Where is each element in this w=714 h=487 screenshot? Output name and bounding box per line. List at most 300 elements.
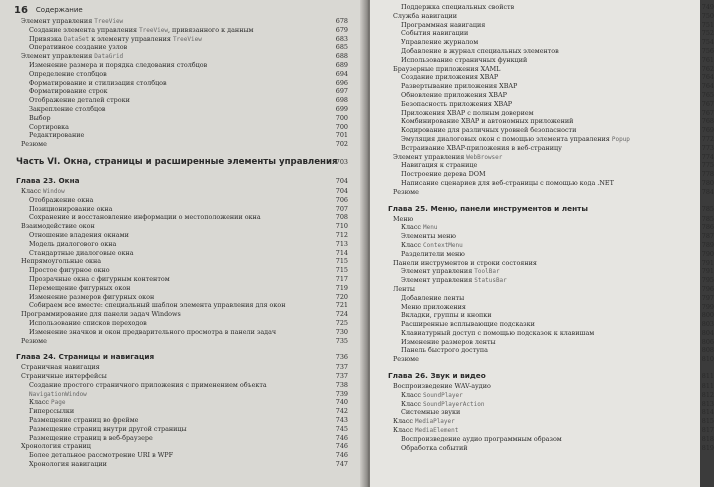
toc-entry-title — [393, 259, 537, 268]
toc-entry-title — [388, 203, 588, 215]
toc-page-number: 685 — [335, 43, 348, 52]
toc-entry — [388, 47, 714, 56]
toc-page-number: 789 — [701, 240, 714, 249]
toc-entry — [388, 426, 714, 435]
toc-entry-title — [401, 170, 486, 179]
toc-entry-title — [401, 294, 464, 303]
toc-entry — [388, 56, 714, 65]
toc-entry — [16, 301, 348, 310]
toc-text: Расширенные всплывающие подсказки — [401, 320, 535, 329]
toc-text: Изменение размеров ленты — [401, 337, 496, 346]
toc-entry-title — [401, 3, 514, 12]
toc-entry — [388, 82, 714, 91]
toc-page-number: 701 — [335, 131, 348, 140]
toc-code-term: TreeView — [172, 35, 202, 43]
toc-entry — [388, 117, 714, 126]
toc-entry — [388, 320, 714, 329]
toc-entry — [16, 390, 348, 399]
toc-entry — [388, 250, 714, 259]
toc-entry-title — [29, 416, 138, 425]
toc-page-number: 803 — [701, 320, 714, 329]
toc-text: Более детальное рассмотрение URI в WPF — [29, 451, 174, 460]
toc-text: Вкладки, группы и кнопки — [401, 311, 492, 320]
toc-page-number: 699 — [335, 104, 348, 113]
toc-page-number: 768 — [701, 117, 714, 126]
toc-text: Хронология страниц — [21, 442, 91, 451]
toc-entry — [16, 222, 348, 231]
toc-page-number: 746 — [335, 451, 348, 460]
toc-page-number: 713 — [335, 239, 348, 248]
toc-page-number: 702 — [335, 140, 348, 149]
toc-text: Перемещение фигурных окон — [29, 283, 131, 292]
toc-entry-title — [29, 61, 207, 70]
toc-list-right — [388, 3, 714, 452]
toc-entry — [16, 61, 348, 70]
toc-text: Хронология навигации — [29, 460, 107, 469]
toc-entry-title — [401, 320, 535, 329]
toc-page-number: 810 — [701, 355, 714, 364]
toc-entry-title — [29, 407, 74, 416]
toc-entry-title — [16, 175, 80, 187]
toc-entry-title — [21, 310, 181, 319]
toc-text: Отображение окна — [29, 195, 94, 204]
toc-entry — [16, 123, 348, 132]
toc-entry-title — [401, 100, 512, 109]
toc-code-term: Page — [51, 399, 66, 407]
toc-text: Класс — [21, 186, 44, 195]
toc-entry-title — [29, 266, 110, 275]
toc-entry — [16, 416, 348, 425]
toc-entry-title — [29, 196, 93, 205]
toc-entry-title — [401, 338, 496, 347]
toc-entry — [388, 29, 714, 38]
toc-page-number: 764 — [701, 73, 714, 82]
toc-text: Ленты — [393, 284, 415, 293]
toc-text: Элемент управления — [401, 267, 475, 276]
toc-entry-title — [401, 126, 576, 135]
toc-entry-title — [21, 372, 107, 381]
toc-page-number: 811 — [701, 382, 714, 391]
toc-entry — [388, 311, 714, 320]
toc-page-number: 698 — [335, 96, 348, 105]
toc-entry-title — [393, 355, 419, 364]
toc-text: Изменение размера и порядка следования столбцов — [29, 60, 208, 69]
toc-entry — [388, 38, 714, 47]
toc-entry — [16, 310, 348, 319]
toc-entry — [16, 196, 348, 205]
toc-entry-title — [401, 444, 467, 453]
toc-entry-title — [401, 408, 460, 417]
toc-text: Форматирование строк — [29, 87, 108, 96]
toc-entry — [16, 442, 348, 451]
toc-text: Обновление приложения XBAP — [401, 90, 507, 99]
toc-entry-title — [29, 123, 69, 132]
toc-entry-title — [401, 47, 559, 56]
toc-code-term: NavigationWindow — [29, 390, 87, 398]
toc-page-number: 745 — [335, 424, 348, 433]
toc-text: Изменение размеров фигурных окон — [29, 292, 155, 301]
toc-code-term: ToolBar — [474, 268, 500, 276]
toc-text: Прозрачные окна с фигурным контентом — [29, 274, 170, 283]
toc-entry — [16, 451, 348, 460]
toc-page-number: 775 — [701, 161, 714, 170]
toc-text: Элемент управления — [21, 52, 95, 61]
toc-part-heading — [16, 155, 348, 169]
toc-entry — [388, 12, 714, 21]
toc-entry — [16, 96, 348, 105]
toc-page-number: 678 — [335, 17, 348, 25]
toc-code-term: ContextMenu — [423, 241, 463, 249]
toc-page-number: 787 — [701, 232, 714, 241]
toc-page-number: 818 — [701, 434, 714, 443]
toc-text: Безопасность приложения XBAP — [401, 99, 513, 108]
toc-text: Глава 23. Окна — [16, 175, 80, 185]
toc-text: Модель диалогового окна — [29, 239, 117, 248]
toc-page-number: 751 — [701, 20, 714, 29]
toc-entry — [388, 3, 714, 12]
toc-text: Определение столбцов — [29, 69, 107, 78]
toc-entry — [388, 400, 714, 409]
toc-page-number: 752 — [701, 29, 714, 38]
toc-entry — [388, 179, 714, 188]
toc-entry-title — [29, 319, 147, 328]
toc-text: Панель быстрого доступа — [401, 346, 488, 355]
toc-entry-title — [401, 82, 517, 91]
toc-entry — [16, 460, 348, 469]
toc-code-term: MediaPlayer — [415, 418, 455, 426]
toc-entry-title — [29, 249, 134, 258]
toc-entry-title — [29, 240, 116, 249]
toc-page-number: 815 — [701, 417, 714, 426]
toc-entry-title — [29, 275, 170, 284]
toc-page-number: 785 — [701, 204, 714, 213]
toc-code-term: Popup — [611, 135, 630, 143]
toc-text: , привязанного к данным — [167, 25, 254, 34]
toc-text: Простое фигурное окно — [29, 266, 110, 275]
toc-page-number: 791 — [701, 267, 714, 276]
toc-text: Навигация к странице — [401, 161, 478, 170]
toc-entry — [16, 398, 348, 407]
toc-chapter-heading — [388, 203, 714, 215]
toc-text: Приложения XBAP с полным доверием — [401, 108, 534, 117]
toc-entry — [388, 215, 714, 224]
toc-page-number: 785 — [701, 214, 714, 223]
toc-entry — [16, 337, 348, 346]
toc-entry — [16, 87, 348, 96]
toc-text: Построение дерева DOM — [401, 170, 486, 179]
toc-entry — [16, 52, 348, 61]
toc-entry — [16, 131, 348, 140]
toc-entry — [16, 257, 348, 266]
toc-text: Глава 25. Меню, панели инструментов и ленты — [388, 203, 588, 213]
toc-entry — [16, 187, 348, 196]
toc-text: Элементы меню — [401, 232, 456, 241]
toc-entry — [388, 135, 714, 144]
toc-entry-title — [16, 155, 338, 169]
toc-text: к элементу управления — [89, 34, 173, 43]
toc-page-number: 749 — [701, 3, 714, 11]
toc-code-term: MediaElement — [415, 427, 459, 435]
toc-code-term: DataSet — [63, 35, 90, 43]
toc-entry — [388, 223, 714, 232]
toc-page-number: 746 — [335, 442, 348, 451]
toc-entry — [388, 73, 714, 82]
toc-text: Стандартные диалоговые окна — [29, 248, 134, 257]
toc-entry-title — [29, 284, 130, 293]
toc-text: Клавиатурный доступ с помощью подсказок к клавишам — [401, 328, 595, 337]
toc-entry — [388, 435, 714, 444]
toc-text: Взаимодействие окон — [21, 222, 95, 231]
toc-text: Резюме — [21, 336, 47, 345]
toc-entry — [388, 338, 714, 347]
toc-page-number: 786 — [701, 223, 714, 232]
toc-entry-title — [21, 442, 91, 451]
toc-page-number: 703 — [335, 157, 348, 166]
toc-page-number: 769 — [701, 126, 714, 135]
toc-text: Позиционирование окна — [29, 204, 113, 213]
toc-entry-title — [29, 293, 154, 302]
toc-text: Собираем все вместе: специальный шаблон элемента управления для окон — [29, 301, 286, 310]
toc-text: Развертывание приложения XBAP — [401, 82, 518, 91]
toc-page-number: 756 — [701, 46, 714, 55]
toc-page-number: 725 — [335, 318, 348, 327]
toc-entry — [16, 26, 348, 35]
toc-entry-title — [393, 285, 415, 294]
toc-text: Встраивание XBAP-приложения в веб-страницу — [401, 143, 562, 152]
toc-page-number: 696 — [335, 78, 348, 87]
toc-entry-title — [401, 250, 465, 259]
toc-entry — [388, 382, 714, 391]
toc-entry — [388, 391, 714, 400]
toc-page-number: 737 — [335, 372, 348, 381]
toc-code-term: SoundPlayerAction — [423, 400, 485, 408]
toc-text: Класс — [401, 390, 424, 399]
toc-entry-title — [401, 91, 507, 100]
toc-chapter-heading — [388, 370, 714, 382]
toc-entry-title — [21, 222, 95, 231]
toc-entry — [16, 372, 348, 381]
toc-entry — [16, 140, 348, 149]
toc-text: Разделители меню — [401, 249, 465, 258]
toc-entry — [388, 329, 714, 338]
toc-text: Панели инструментов и строки состояния — [393, 258, 537, 267]
toc-text: Резюме — [21, 140, 47, 149]
toc-page-number: 762 — [701, 64, 714, 73]
toc-entry-title — [29, 43, 127, 52]
toc-page-number: 747 — [335, 460, 348, 469]
toc-page-number: 683 — [335, 34, 348, 43]
toc-entry — [16, 381, 348, 390]
toc-text: Системные звуки — [401, 408, 461, 417]
toc-page-number: 780 — [701, 178, 714, 187]
toc-text: Глава 26. Звук и видео — [388, 371, 486, 381]
toc-text: Класс — [393, 426, 416, 435]
toc-entry-title — [29, 231, 129, 240]
toc-text: События навигации — [401, 29, 469, 38]
page-number: 16 — [14, 4, 28, 16]
toc-page-number: 721 — [335, 301, 348, 310]
toc-text: Изменение значков и окон предварительного просмотра в панели задач — [29, 327, 277, 336]
toc-page-number: 720 — [335, 292, 348, 301]
toc-text: Редактирование — [29, 131, 85, 140]
toc-entry-title — [29, 460, 107, 469]
toc-entry — [16, 105, 348, 114]
toc-entry-title — [29, 87, 108, 96]
toc-entry — [16, 249, 348, 258]
toc-text: Создание приложения XBAP — [401, 73, 499, 82]
toc-entry-title — [401, 346, 488, 355]
toc-page-number: 712 — [335, 230, 348, 239]
toc-text: Эмуляция диалоговых окон с помощью элемента управления — [401, 134, 612, 143]
toc-page-number: 724 — [335, 310, 348, 319]
toc-code-term: Menu — [423, 224, 438, 232]
toc-page-number: 767 — [701, 108, 714, 117]
toc-text: Закрепление столбцов — [29, 104, 106, 113]
toc-page-number: 774 — [701, 152, 714, 161]
toc-entry-title — [29, 96, 130, 105]
toc-page-number: 736 — [335, 353, 348, 362]
toc-entry — [388, 153, 714, 162]
toc-page-number: 708 — [335, 213, 348, 222]
toc-entry-title — [29, 70, 107, 79]
toc-page-number: 717 — [335, 274, 348, 283]
toc-page-number: 689 — [335, 60, 348, 69]
toc-page-number: 738 — [335, 380, 348, 389]
toc-page-number: 694 — [335, 69, 348, 78]
toc-text: Глава 24. Страницы и навигация — [16, 352, 155, 362]
toc-page-number: 804 — [701, 328, 714, 337]
toc-entry — [16, 43, 348, 52]
toc-text: Часть VI. Окна, страницы и расширенные элементы управления — [16, 156, 338, 167]
toc-page-number: 746 — [335, 433, 348, 442]
toc-page-number: 764 — [701, 82, 714, 91]
toc-entry — [388, 109, 714, 118]
toc-entry — [16, 293, 348, 302]
toc-page-number: 778 — [701, 170, 714, 179]
toc-entry-title — [401, 56, 527, 65]
toc-text: Элемент управления — [393, 152, 467, 161]
toc-text: Использование списков переходов — [29, 318, 147, 327]
toc-text: Программирование для панели задач Windows — [21, 310, 181, 319]
toc-list-left — [16, 17, 348, 469]
toc-chapter-heading — [16, 175, 348, 187]
toc-entry — [388, 346, 714, 355]
toc-chapter-heading — [16, 351, 348, 363]
toc-text: Добавление ленты — [401, 293, 465, 302]
toc-entry — [16, 363, 348, 372]
toc-code-term: SoundPlayer — [423, 391, 463, 399]
toc-text: Использование страничных функций — [401, 55, 528, 64]
toc-entry-title — [29, 114, 51, 123]
section-title: Содержание — [35, 6, 83, 14]
toc-entry — [388, 294, 714, 303]
toc-code-term: TreeView — [139, 26, 168, 34]
toc-entry-title — [29, 105, 106, 114]
toc-code-term: WebBrowser — [466, 153, 503, 161]
toc-entry-title — [29, 213, 261, 222]
toc-entry — [388, 444, 714, 453]
toc-text: Браузерные приложения XAML — [393, 64, 501, 73]
toc-entry-title — [393, 65, 500, 74]
toc-page-number: 742 — [335, 407, 348, 416]
toc-page-number: 814 — [701, 408, 714, 417]
toc-text: Класс — [401, 223, 424, 232]
toc-page-number: 791 — [701, 258, 714, 267]
toc-text: Воспроизведение WAV-аудио — [393, 382, 491, 391]
toc-page-number: 796 — [701, 284, 714, 293]
toc-text: Класс — [401, 240, 424, 249]
toc-page-number: 772 — [701, 134, 714, 143]
toc-page-number: 679 — [335, 25, 348, 34]
toc-entry — [16, 114, 348, 123]
toc-entry — [16, 319, 348, 328]
toc-entry-title — [29, 328, 276, 337]
toc-text: Гиперссылки — [29, 407, 75, 416]
toc-text: Страничные интерфейсы — [21, 372, 107, 381]
toc-page-number: 739 — [335, 389, 348, 398]
toc-entry-title — [29, 79, 167, 88]
toc-page-number: 790 — [701, 249, 714, 258]
toc-text: Сохранение и восстановление информации о местоположении окна — [29, 213, 261, 222]
toc-entry — [388, 241, 714, 250]
toc-entry — [388, 232, 714, 241]
toc-text: Резюме — [393, 355, 419, 364]
toc-text: Выбор — [29, 113, 51, 122]
toc-code-term: TreeView — [94, 18, 124, 25]
toc-text: Меню приложения — [401, 302, 466, 311]
toc-entry — [388, 126, 714, 135]
toc-entry — [16, 328, 348, 337]
toc-entry — [388, 417, 714, 426]
toc-entry — [388, 276, 714, 285]
toc-text: Класс — [393, 417, 416, 426]
toc-text: Резюме — [393, 187, 419, 196]
toc-page-number: 819 — [701, 443, 714, 452]
toc-entry-title — [401, 303, 466, 312]
toc-entry-title — [21, 140, 47, 149]
toc-entry-title — [401, 144, 562, 153]
toc-page-number: 700 — [335, 122, 348, 131]
toc-text: Класс — [401, 399, 424, 408]
toc-page-number: 750 — [701, 11, 714, 20]
toc-entry — [16, 434, 348, 443]
toc-entry — [16, 35, 348, 44]
toc-page-number: 784 — [701, 187, 714, 196]
toc-text: Добавление в журнал специальных элементов — [401, 46, 559, 55]
toc-text: Создание элемента управления — [29, 25, 140, 34]
toc-text: Обработка событий — [401, 443, 468, 452]
toc-page-number: 808 — [701, 346, 714, 355]
toc-entry — [16, 79, 348, 88]
toc-entry-title — [29, 131, 84, 140]
toc-entry — [388, 267, 714, 276]
toc-entry — [16, 240, 348, 249]
toc-entry-title — [401, 29, 468, 38]
toc-entry-title — [401, 179, 614, 188]
toc-page-number: 737 — [335, 363, 348, 372]
toc-text: Класс — [29, 398, 52, 407]
toc-text: Управление журналом — [401, 38, 479, 47]
toc-page-number: 740 — [335, 398, 348, 407]
toc-entry — [388, 259, 714, 268]
toc-text: Сортировка — [29, 122, 69, 131]
toc-page-number: 706 — [335, 195, 348, 204]
toc-entry — [388, 170, 714, 179]
toc-entry-title — [29, 451, 173, 460]
toc-text: Размещение страниц в веб-браузере — [29, 433, 153, 442]
toc-page-number: 710 — [335, 222, 348, 231]
toc-page-number: 817 — [701, 426, 714, 435]
